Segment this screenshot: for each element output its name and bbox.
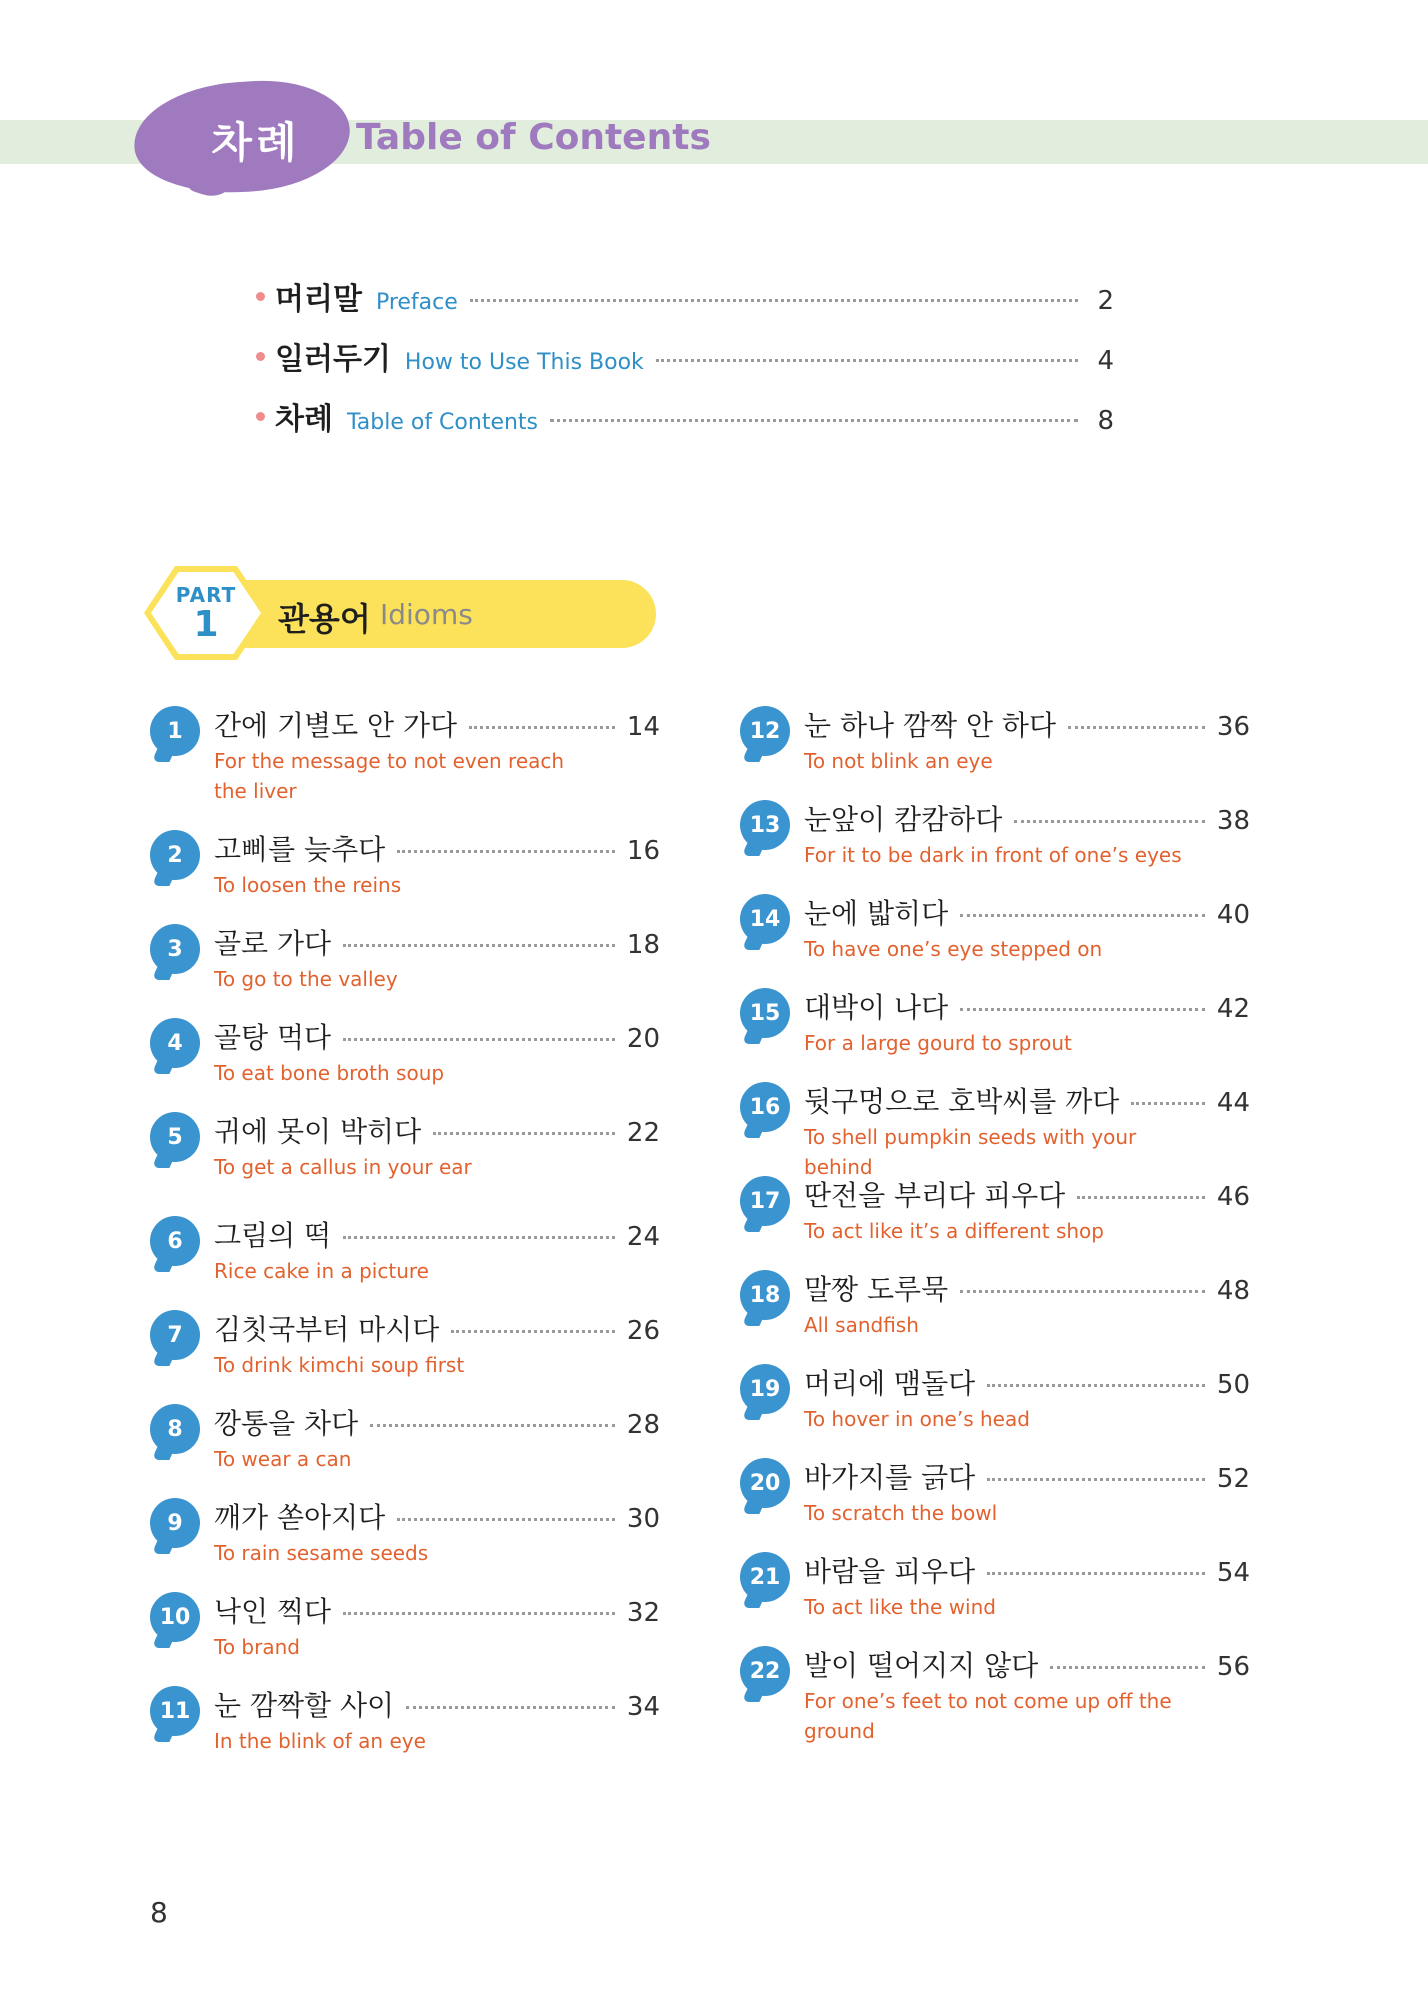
entry-number-badge: 8 [150,1404,200,1454]
entry-korean: 김칫국부터 마시다 [214,1313,440,1346]
entry-page: 48 [1216,1276,1250,1306]
entry-page: 46 [1216,1182,1250,1212]
entry-title-line [804,1362,1250,1400]
front-matter-page: 4 [1097,346,1114,376]
entry-number-badge: 7 [150,1310,200,1360]
entry-english: For one’s feet to not come up off the ground [804,1689,1172,1743]
toc-entry[interactable] [740,1174,1250,1264]
entry-number-badge: 17 [740,1176,790,1226]
toc-entry[interactable] [740,1456,1250,1546]
entry-page: 28 [626,1410,660,1440]
entry-page: 36 [1216,712,1250,742]
toc-entry[interactable] [150,1590,660,1680]
entry-english: To wear a can [214,1447,352,1471]
toc-entry[interactable] [740,704,1250,794]
dot-leader [550,419,1078,422]
entry-number-badge: 11 [150,1686,200,1736]
part-label: PART [175,583,237,607]
front-matter-row[interactable] [256,334,1114,378]
dot-leader [987,1478,1205,1481]
toc-entry[interactable] [740,892,1250,982]
entry-korean: 눈 하나 깜짝 안 하다 [804,709,1056,742]
dot-leader [1050,1666,1205,1669]
entry-page: 14 [626,712,660,742]
entry-english: To not blink an eye [804,749,993,773]
entry-number-badge: 18 [740,1270,790,1320]
entry-korean: 바람을 피우다 [804,1555,976,1588]
entry-page: 52 [1216,1464,1250,1494]
entry-title-line [214,1684,660,1722]
entry-korean: 바가지를 긁다 [804,1461,976,1494]
toc-entry[interactable] [150,1684,660,1774]
entry-english: For a large gourd to sprout [804,1031,1072,1055]
dot-leader [470,299,1078,302]
entry-title-line [214,828,660,866]
entry-title-line [214,922,660,960]
dot-leader [343,1236,615,1239]
dot-leader [370,1424,615,1427]
dot-leader [1131,1102,1205,1105]
entry-number-badge: 3 [150,924,200,974]
entry-english: Rice cake in a picture [214,1259,429,1283]
entry-page: 26 [626,1316,660,1346]
entry-english: To scratch the bowl [804,1501,998,1525]
entry-title-line [804,1456,1250,1494]
front-matter-page: 8 [1097,406,1114,436]
front-matter-english: How to Use This Book [404,350,644,375]
entry-english: To get a callus in your ear [214,1155,472,1179]
entry-number-badge: 4 [150,1018,200,1068]
entry-title-line [214,1308,660,1346]
entry-english: For the message to not even reach the liver [214,749,565,803]
toc-entry[interactable] [740,986,1250,1076]
dot-leader [960,1008,1205,1011]
dot-leader [960,1290,1205,1293]
front-matter-korean: 머리말 [275,282,362,317]
page-number: 8 [150,1896,168,1929]
dot-leader [451,1330,615,1333]
entry-number-badge: 21 [740,1552,790,1602]
toc-entry[interactable] [150,828,660,918]
entry-korean: 대박이 나다 [804,991,949,1024]
front-matter-row[interactable] [256,274,1114,318]
entry-korean: 눈앞이 캄캄하다 [804,803,1003,836]
page-title-english: Table of Contents [356,117,711,158]
entry-page: 16 [626,836,660,866]
entry-english: To eat bone broth soup [214,1061,445,1085]
dot-leader [1014,820,1205,823]
entry-page: 20 [626,1024,660,1054]
entry-english: To have one’s eye stepped on [804,937,1103,961]
entry-page: 38 [1216,806,1250,836]
dot-leader [987,1572,1205,1575]
entry-english: To act like the wind [804,1595,996,1619]
entry-korean: 고삐를 늦추다 [214,833,386,866]
entry-korean: 골탕 먹다 [214,1021,332,1054]
toc-entry[interactable] [150,1016,660,1106]
entry-title-line [214,1016,660,1054]
entry-title-line [214,1496,660,1534]
entry-english: To hover in one’s head [804,1407,1030,1431]
entry-page: 34 [626,1692,660,1722]
toc-entry[interactable] [150,704,660,803]
bullet-icon [256,352,265,361]
entry-number-badge: 14 [740,894,790,944]
bullet-icon [256,292,265,301]
entry-english: To go to the valley [214,967,398,991]
entry-english: To brand [214,1635,300,1659]
entry-number-badge: 13 [740,800,790,850]
entry-english: To act like it’s a different shop [804,1219,1104,1243]
dot-leader [656,359,1078,362]
entry-title-line [214,704,660,742]
entry-korean: 머리에 맴돌다 [804,1367,976,1400]
dot-leader [987,1384,1205,1387]
entry-korean: 골로 가다 [214,927,332,960]
entry-page: 24 [626,1222,660,1252]
dot-leader [343,1612,615,1615]
front-matter-korean: 차례 [275,402,333,437]
dot-leader [960,914,1205,917]
entry-title-line [804,1174,1250,1212]
entry-korean: 낙인 찍다 [214,1595,332,1628]
dot-leader [343,1038,615,1041]
entry-page: 54 [1216,1558,1250,1588]
entry-title-line [804,1080,1250,1118]
entry-number-badge: 9 [150,1498,200,1548]
entry-page: 32 [626,1598,660,1628]
entry-title-line [214,1590,660,1628]
dot-leader [469,726,615,729]
entry-number-badge: 1 [150,706,200,756]
part-number: 1 [193,604,219,645]
entry-page: 30 [626,1504,660,1534]
entry-number-badge: 15 [740,988,790,1038]
dot-leader [433,1132,615,1135]
dot-leader [397,850,615,853]
toc-entry[interactable] [740,1080,1250,1179]
entry-title-line [214,1214,660,1252]
dot-leader [1068,726,1205,729]
toc-entry[interactable] [150,922,660,1012]
entry-korean: 간에 기별도 안 가다 [214,709,458,742]
part-title-english: Idioms [380,598,473,631]
entry-page: 18 [626,930,660,960]
toc-entry[interactable] [740,1268,1250,1358]
entry-title-line [804,1550,1250,1588]
entry-korean: 눈 깜짝할 사이 [214,1689,395,1722]
toc-entry[interactable] [150,1110,660,1200]
entry-number-badge: 19 [740,1364,790,1414]
entry-english: To loosen the reins [214,873,402,897]
entry-korean: 눈에 밟히다 [804,897,949,930]
entry-page: 50 [1216,1370,1250,1400]
entry-korean: 뒷구멍으로 호박씨를 까다 [804,1085,1120,1118]
toc-entry[interactable] [740,798,1250,888]
entry-page: 56 [1216,1652,1250,1682]
entry-number-badge: 5 [150,1112,200,1162]
toc-entry[interactable] [740,1550,1250,1640]
front-matter-english: Preface [375,290,458,315]
entry-number-badge: 22 [740,1646,790,1696]
entry-korean: 그림의 떡 [214,1219,332,1252]
entry-number-badge: 12 [740,706,790,756]
toc-entry[interactable] [150,1402,660,1492]
entry-page: 22 [626,1118,660,1148]
dot-leader [343,944,615,947]
front-matter-page: 2 [1097,286,1114,316]
entry-page: 42 [1216,994,1250,1024]
entry-number-badge: 10 [150,1592,200,1642]
entry-title-line [804,704,1250,742]
entry-title-line [214,1110,660,1148]
toc-entry[interactable] [740,1644,1250,1743]
entry-korean: 말짱 도루묵 [804,1273,949,1306]
dot-leader [1077,1196,1205,1199]
entry-korean: 귀에 못이 박히다 [214,1115,422,1148]
front-matter-english: Table of Contents [346,410,539,435]
entry-english: To drink kimchi soup first [214,1353,465,1377]
entry-page: 44 [1216,1088,1250,1118]
entry-korean: 깡통을 차다 [214,1407,359,1440]
dot-leader [406,1706,615,1709]
front-matter-korean: 일러두기 [275,342,391,377]
entry-number-badge: 2 [150,830,200,880]
front-matter-row[interactable] [256,394,1114,438]
entry-number-badge: 16 [740,1082,790,1132]
part-title-korean: 관용어 [278,600,371,638]
entry-english: All sandfish [804,1313,919,1337]
entry-number-badge: 20 [740,1458,790,1508]
entry-title-line [804,986,1250,1024]
entry-english: In the blink of an eye [214,1729,426,1753]
entry-korean: 딴전을 부리다 피우다 [804,1179,1066,1212]
toc-entry[interactable] [740,1362,1250,1452]
entry-number-badge: 6 [150,1216,200,1266]
toc-entry[interactable] [150,1214,660,1304]
toc-entry[interactable] [150,1308,660,1398]
dot-leader [397,1518,615,1521]
entry-page: 40 [1216,900,1250,930]
entry-english: To shell pumpkin seeds with your behind [804,1125,1137,1179]
entry-title-line [804,1268,1250,1306]
bullet-icon [256,412,265,421]
entry-title-line [214,1402,660,1440]
page-title-korean: 차례 [211,118,301,167]
entry-korean: 발이 떨어지지 않다 [804,1649,1039,1682]
entry-english: To rain sesame seeds [214,1541,429,1565]
entry-korean: 깨가 쏟아지다 [214,1501,386,1534]
entry-english: For it to be dark in front of one’s eyes [804,843,1182,867]
entry-title-line [804,1644,1250,1682]
entry-title-line [804,892,1250,930]
toc-entry[interactable] [150,1496,660,1586]
entry-title-line [804,798,1250,836]
